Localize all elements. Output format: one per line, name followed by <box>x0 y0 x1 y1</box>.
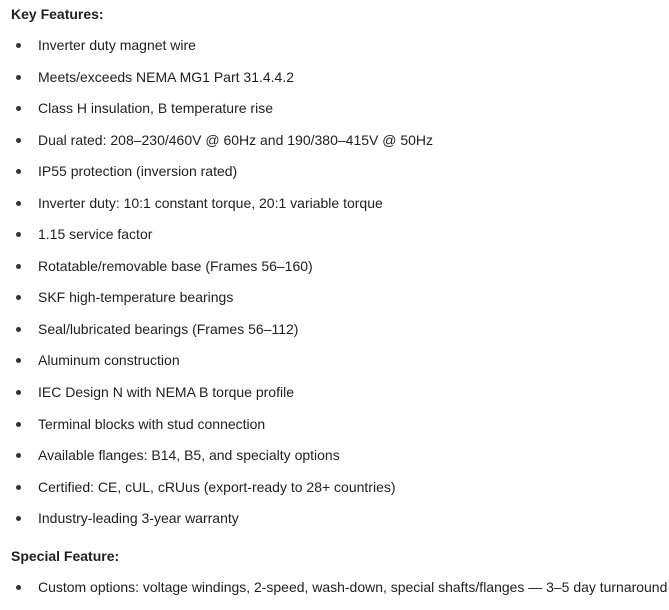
bullet-icon <box>16 43 21 48</box>
list-item-text: Inverter duty: 10:1 constant torque, 20:1 variable torque <box>38 194 383 211</box>
bullet-icon <box>16 516 21 521</box>
bullet-icon <box>16 169 21 174</box>
key-features-heading: Key Features: <box>11 6 104 22</box>
list-item-text: Aluminum construction <box>38 352 180 369</box>
bullet-icon <box>16 264 21 269</box>
bullet-icon <box>16 358 21 363</box>
list-item-text: Custom options: voltage windings, 2-speed, wash-down, special shafts/flanges — 3–5 day turnaround <box>38 579 668 595</box>
bullet-icon <box>16 295 21 300</box>
list-item-text: Rotatable/removable base (Frames 56–160) <box>38 257 313 274</box>
list-item-text: IP55 protection (inversion rated) <box>38 163 238 180</box>
bullet-icon <box>16 138 21 143</box>
bullet-icon <box>16 585 21 590</box>
list-item-text: Industry-leading 3-year warranty <box>38 510 239 527</box>
list-item-text: Seal/lubricated bearings (Frames 56–112) <box>38 320 299 337</box>
list-item-text: Available flanges: B14, B5, and specialty options <box>38 447 340 464</box>
bullet-icon <box>16 422 21 427</box>
bullet-icon <box>16 232 21 237</box>
bullet-icon <box>16 106 21 111</box>
list-item-text: IEC Design N with NEMA B torque profile <box>38 384 294 401</box>
list-item-text: Meets/exceeds NEMA MG1 Part 31.4.4.2 <box>38 68 295 85</box>
bullet-icon <box>16 453 21 458</box>
list-item-text: Dual rated: 208–230/460V @ 60Hz and 190/380–415V @ 50Hz <box>38 131 434 148</box>
list-item-text: Terminal blocks with stud connection <box>38 415 266 432</box>
bullet-icon <box>16 485 21 490</box>
bullet-icon <box>16 390 21 395</box>
special-feature-heading: Special Feature: <box>11 548 120 564</box>
list-item-text: 1.15 service factor <box>38 226 153 243</box>
list-item-text: Certified: CE, cUL, cRUus (export-ready to 28+ countries) <box>38 478 396 495</box>
list-item-text: SKF high-temperature bearings <box>38 289 234 306</box>
list-item-text: Inverter duty magnet wire <box>38 37 196 53</box>
bullet-icon <box>16 201 21 206</box>
bullet-icon <box>16 75 21 80</box>
list-item-text: Class H insulation, B temperature rise <box>38 100 273 117</box>
bullet-icon <box>16 327 21 332</box>
